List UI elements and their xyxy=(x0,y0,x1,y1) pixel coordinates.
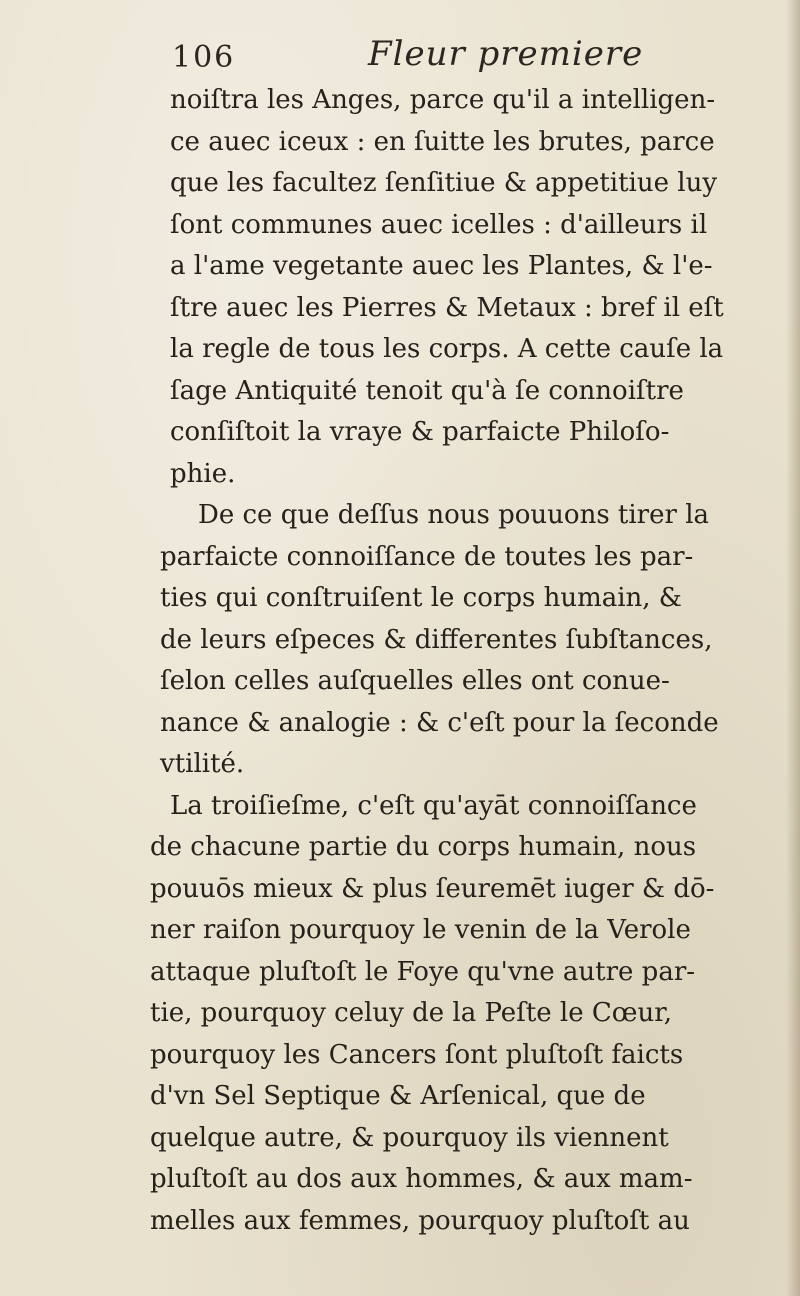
page-number: 106 xyxy=(172,40,236,75)
text-line: de leurs eſpeces & differentes ſubſtances, xyxy=(160,624,713,655)
text-line: vtilité. xyxy=(160,749,245,779)
text-line: ner raiſon pourquoy le venin de la Verole xyxy=(150,915,691,945)
text-line: pourquoy les Cancers ſont pluſtoſt faicts xyxy=(150,1039,684,1070)
text-line: pouuōs mieux & plus ſeuremēt iuger & dō- xyxy=(150,873,715,904)
text-line: ſont communes auec icelles : d'ailleurs il xyxy=(170,209,708,240)
text-line: ties qui conſtruiſent le corps humain, & xyxy=(160,583,682,613)
body-text xyxy=(146,80,776,1242)
page-edge-shadow xyxy=(786,0,800,1296)
paragraph-first-line: La troiſieſme, c'eſt qu'ayāt connoiſſance xyxy=(170,790,697,821)
text-line: parfaicte connoiſſance de toutes les par- xyxy=(160,541,694,572)
text-line: pluſtoſt au dos aux hommes, & aux mam- xyxy=(150,1164,693,1194)
text-line: de chacune partie du corps humain, nous xyxy=(150,832,697,862)
text-line: ce auec iceux : en ſuitte les brutes, parce xyxy=(170,126,715,157)
text-line: que les facultez ſenſitiue & appetitiue luy xyxy=(170,168,718,198)
text-line: quelque autre, & pourquoy ils viennent xyxy=(150,1122,669,1153)
text-line: a l'ame vegetante auec les Plantes, & l'e- xyxy=(170,251,713,281)
text-line: la regle de tous les corps. A cette cauſe la xyxy=(170,334,724,364)
text-line: melles aux femmes, pourquoy pluſtoſt au xyxy=(150,1205,690,1236)
text-line: tie, pourquoy celuy de la Peſte le Cœur, xyxy=(150,998,673,1028)
text-line: nance & analogie : & c'eſt pour la ſeconde xyxy=(160,707,719,738)
text-line: ſelon celles auſquelles elles ont conue- xyxy=(160,666,670,696)
text-line: ſage Antiquité tenoit qu'à ſe connoiſtre xyxy=(170,375,684,406)
page-header xyxy=(172,34,692,84)
paragraph-first-line: De ce que deſſus nous pouuons tirer la xyxy=(198,500,710,530)
text-line: noiſtra les Anges, parce qu'il a intelligen- xyxy=(170,85,716,115)
text-line: phie. xyxy=(170,458,236,489)
running-title: Fleur premiere xyxy=(368,34,644,74)
text-line: conſiſtoit la vraye & parfaicte Philoſo- xyxy=(170,417,670,447)
text-line: ſtre auec les Pierres & Metaux : bref il eſt xyxy=(170,292,724,323)
text-line: attaque pluſtoſt le Foye qu'vne autre par- xyxy=(150,956,696,987)
text-line: d'vn Sel Septique & Arſenical, que de xyxy=(150,1081,646,1111)
